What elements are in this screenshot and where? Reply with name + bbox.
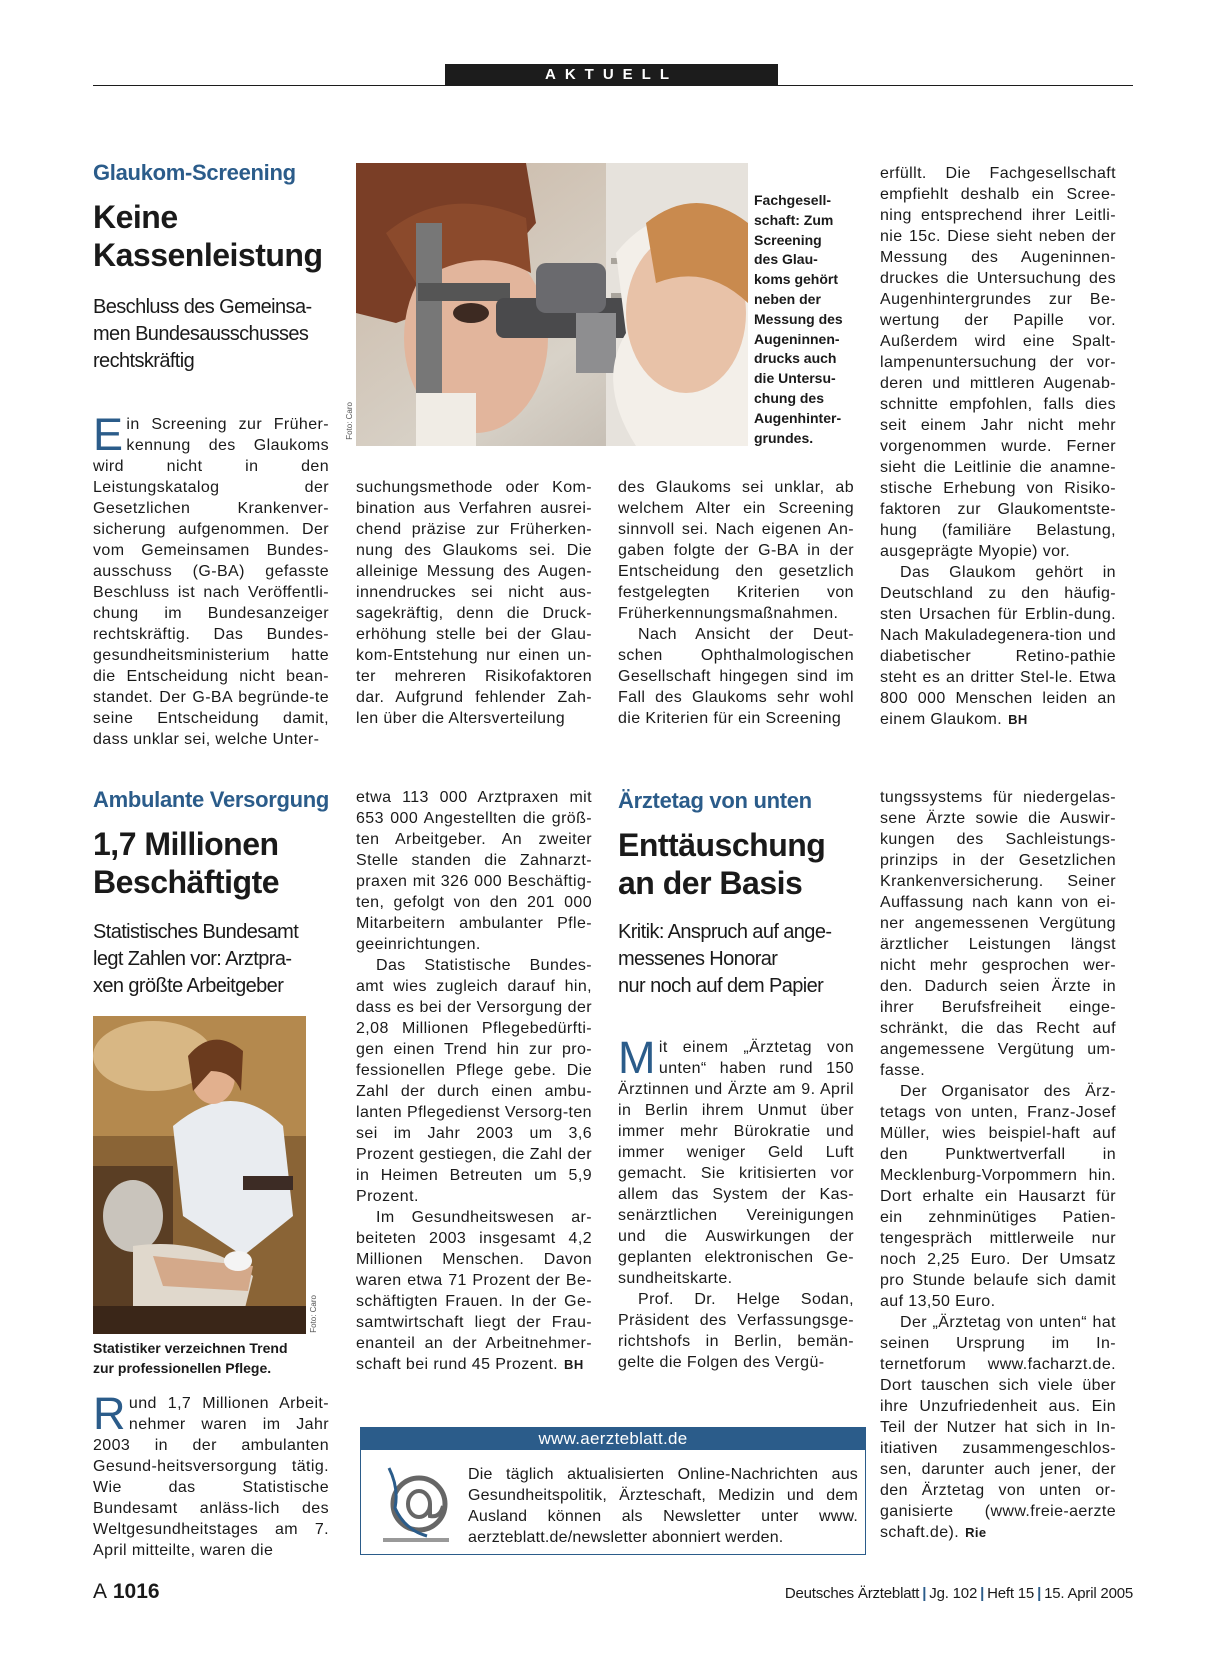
journal-info: Deutsches Ärzteblatt | Jg. 102 | Heft 15 | 15. April 2005 bbox=[784, 1585, 1133, 1602]
article1-kicker: Glaukom-Screening bbox=[93, 160, 296, 185]
article3-subheadline: Kritik: Anspruch auf ange- messenes Honorar nur noch auf dem Papier bbox=[618, 921, 832, 997]
article2-column-2: etwa 113 000 Arztpraxen mit 653 000 Angestellten die größ-ten Arbeitgeber. An zweiter Stelle standen die Zahnarzt-praxen mit 326 000 Beschäftig-ten, gefolgt von den 201 000 Mitarbeitern ambulanter Pfle-geeinrichtungen. Das Statistische Bundes-amt wies zugleich darauf hin, dass es bei der Versorgung der 2,08 Millionen Pflegebedürfti-gen einen Trend hin zur pro-fessionellen Pflege gebe. Die Zahl der durch einen ambu-lanten Pflegedienst Versorg-ten sei im Jahr 2003 um 3,6 Prozent gestiegen, die Zahl der in Heimen Betreuten um 5,9 Prozent. Im Gesundheitswesen ar-beiteten 2003 insgesamt 4,2 Millionen Menschen. Davon waren etwa 71 Prozent der Be-schäftigten Frauen. In der Ge-samtwirtschaft liegt der Frau-enanteil an der Arbeitnehmer-schaft bei rund 45 Prozent. BH bbox=[356, 789, 592, 1373]
dropcap: M bbox=[618, 1032, 656, 1083]
article1-headline: Keine Kassenleistung bbox=[93, 199, 323, 273]
page-number: A 1016 bbox=[93, 1580, 160, 1603]
article1-column-2: suchungsmethode oder Kom-bination aus Verfahren ausrei-chend präzise zur Früherken-nung des Glaukoms sei. Die alleinige Messung des Augen-innendruckes sei nicht aus-sagekräftig, denn die Druck-erhöhung stelle bei der Glau-kom-Entstehung nur einen un-ter mehreren Risikofaktoren dar. Aufgrund fehlender Zah-len über die Altersverteilung bbox=[356, 479, 592, 727]
article1-column-3: des Glaukoms sei unklar, ab welchem Alter ein Screening sinnvoll sei. Nach eigenen An-gaben folgte der G-BA in der Entscheidung den gesetzlich festgelegten Kriterien von Früherkennungsmaßnahmen. Nach Ansicht der Deut-schen Ophthalmologischen Gesellschaft hingegen sind im Fall des Glaukoms sehr wohl die Kriterien für ein Screening bbox=[618, 479, 854, 727]
article2-photo-credit: Foto: Caro bbox=[309, 1295, 318, 1333]
article1-subheadline: Beschluss des Gemeinsa- men Bundesausschusses rechtskräftig bbox=[93, 296, 312, 372]
article1-column-4: erfüllt. Die Fachgesellschaft empfiehlt deshalb ein Scree-ning entsprechend ihrer Leitli-nie 15c. Diese sieht neben der Messung des Augeninnen-druckes die Untersuchung des Augenhintergrundes zur Be-wertung der Papille vor. Außerdem wird eine Spalt-lampenuntersuchung der vor-deren und mittleren Augenab-schnitte empfohlen, falls dies seit einem Jahr nicht mehr vorgenommen wurde. Ferner sieht die Leitlinie die anamne-stische Erhebung von Risiko-faktoren zur Glaukomentste-hung (familiäre Belastung, ausgeprägte Myopie) vor. Das Glaukom gehört in Deutschland zu den häufig-sten Ursachen für Erblin-dung. Nach Makuladegenera-tion und diabetischer Retino-pathie steht es an dritter Stel-le. Etwa 800 000 Menschen leiden an einem Glaukom. BH bbox=[880, 165, 1116, 728]
article2-column-1: Rund 1,7 Millionen Arbeit-nehmer waren im Jahr 2003 in der ambulanten Gesund-heitsversorgung tätig. Wie das Statistische Bundesamt anläss-lich des Weltgesundheitstages am 7. April mitteilte, waren die bbox=[93, 1388, 329, 1559]
article3-column-2: tungssystems für niedergelas-sene Ärzte sowie die Auswir-kungen des Sachleistungs-prinzips in der Gesetzlichen Krankenversicherung. Seiner Auffassung nach kann von ei-ner angemessenen Vergütung ärztlicher Leistungen längst nicht mehr gesprochen wer-den. Dadurch seien Ärzte in ihrer Berufsfreiheit einge-schränkt, die das Recht auf angemessene Vergütung um-fasse. Der Organisator des Ärz-tetags von unten, Franz-Josef Müller, wies beispiel-haft auf den Punktwertverfall in Mecklenburg-Vorpommern hin. Dort erhalte ein Hausarzt für ein zehnminütiges Patien-tengespräch mittlerweile nur noch 2,25 Euro. Der Umsatz pro Stunde belaufe sich damit auf 13,50 Euro. Der „Ärztetag von unten“ hat seinen Ursprung im In-ternetforum www.facharzt.de. Dort tauschen sich viele über ihre Unzufriedenheit aus. Ein Teil der Nutzer hat sich in In-itiativen zusammengeschlos-sen, darunter auch jener, der den Ärztetag von unten or-ganisierte (www.freie-aerzte schaft.de). Rie bbox=[880, 789, 1116, 1541]
article3-column-1: Mit einem „Ärztetag von unten“ haben rund 150 Ärztinnen und Ärzte am 9. April in Berlin ihrem Unmut über immer mehr Bürokratie und immer weniger Geld Luft gemacht. Sie kritisierten vor allem das System der Kas-senärztlichen Vereinigungen und die Auswirkungen der geplanten elektronischen Ge-sundheitskarte. Prof. Dr. Helge Sodan, Präsident des Verfassungsge-richtshofs in Berlin, bemän-gelte die Folgen des Vergü- bbox=[618, 1032, 854, 1371]
dropcap: R bbox=[93, 1388, 126, 1439]
dropcap: E bbox=[93, 409, 124, 460]
section-header: AKTUELL bbox=[445, 64, 778, 86]
article1-caption: Fachgesell- schaft: Zum Screening des Glau- koms gehört neben der Messung des Augeninnen- drucks auch die Untersu- chung des Augenhinter- grundes. bbox=[754, 192, 843, 446]
author-initials: BH bbox=[1008, 712, 1028, 727]
article1-photo bbox=[356, 163, 748, 446]
promo-text: Die täglich aktualisierten Online-Nachrichten aus Gesundheitspolitik, Ärzteschaft, Medizin und dem Ausland können als Newsletter unter www. aerzteblatt.de/newsletter abonniert werden. bbox=[468, 1466, 858, 1546]
header-rule bbox=[93, 85, 1133, 86]
article3-kicker: Ärztetag von unten bbox=[618, 788, 812, 813]
newsletter-promo-box bbox=[360, 1427, 866, 1555]
at-sign-logo-icon bbox=[375, 1458, 457, 1548]
article2-subheadline: Statistisches Bundesamt legt Zahlen vor: Arztpra- xen größte Arbeitgeber bbox=[93, 921, 299, 997]
article2-caption: Statistiker verzeichnen Trend zur professionellen Pflege. bbox=[93, 1340, 288, 1376]
author-initials: Rie bbox=[965, 1525, 987, 1540]
article1-column-1: Ein Screening zur Früher-kennung des Glaukoms wird nicht in den Leistungskatalog der Gesetzlichen Krankenver-sicherung aufgenommen. Der vom Gemeinsamen Bundes-ausschuss (G-BA) gefasste Beschluss ist nach Veröffentli-chung im Bundesanzeiger rechtskräftig. Das Bundes-gesundheitsministerium hatte die Entscheidung nicht bean-standet. Der G-BA begründe-te seine Entscheidung damit, dass unklar sei, welche Unter- bbox=[93, 409, 329, 748]
promo-url-link[interactable]: www.aerzteblatt.de bbox=[361, 1428, 865, 1450]
article2-headline: 1,7 Millionen Beschäftigte bbox=[93, 826, 280, 900]
article2-photo bbox=[93, 1016, 306, 1334]
article2-kicker: Ambulante Versorgung bbox=[93, 787, 330, 812]
article1-photo-credit: Foto: Caro bbox=[345, 402, 354, 440]
author-initials: BH bbox=[564, 1357, 584, 1372]
article3-headline: Enttäuschung an der Basis bbox=[618, 827, 826, 901]
